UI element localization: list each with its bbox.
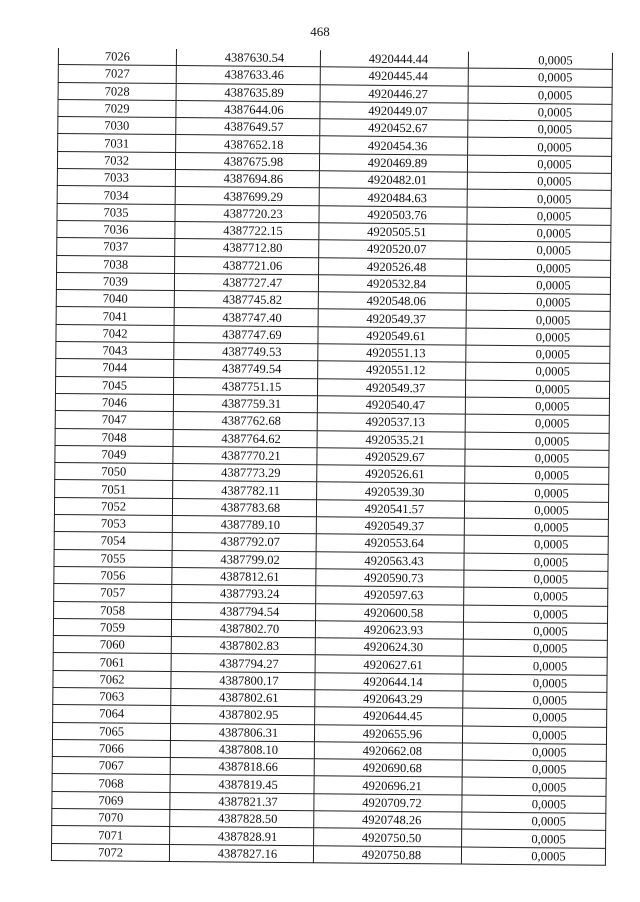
y-coordinate-cell: 4920551.13 bbox=[318, 344, 466, 363]
point-number-cell: 7041 bbox=[56, 307, 174, 325]
point-number-cell: 7068 bbox=[52, 774, 170, 792]
y-coordinate-cell: 4920696.21 bbox=[314, 776, 462, 795]
x-coordinate-cell: 4387635.89 bbox=[176, 83, 320, 102]
x-coordinate-cell: 4387694.86 bbox=[175, 170, 319, 189]
x-coordinate-cell: 4387802.83 bbox=[171, 637, 315, 656]
x-coordinate-cell: 4387759.31 bbox=[173, 394, 317, 413]
accuracy-cell: 0,0005 bbox=[467, 189, 611, 208]
x-coordinate-cell: 4387783.68 bbox=[172, 498, 316, 517]
x-coordinate-cell: 4387799.02 bbox=[172, 550, 316, 569]
accuracy-cell: 0,0005 bbox=[464, 535, 608, 554]
point-number-cell: 7055 bbox=[54, 549, 172, 567]
point-number-cell: 7045 bbox=[55, 376, 173, 394]
point-number-cell: 7056 bbox=[54, 566, 172, 584]
point-number-cell: 7066 bbox=[52, 739, 170, 757]
point-number-cell: 7067 bbox=[52, 757, 170, 775]
accuracy-cell: 0,0005 bbox=[466, 293, 610, 312]
accuracy-cell: 0,0005 bbox=[463, 622, 607, 641]
point-number-cell: 7037 bbox=[57, 238, 175, 256]
accuracy-cell: 0,0005 bbox=[468, 103, 612, 122]
y-coordinate-cell: 4920529.67 bbox=[317, 448, 465, 467]
point-number-cell: 7065 bbox=[52, 722, 170, 740]
x-coordinate-cell: 4387802.95 bbox=[171, 706, 315, 725]
x-coordinate-cell: 4387749.53 bbox=[174, 343, 318, 362]
accuracy-cell: 0,0005 bbox=[464, 570, 608, 589]
y-coordinate-cell: 4920540.47 bbox=[317, 396, 465, 415]
accuracy-cell: 0,0005 bbox=[465, 483, 609, 502]
y-coordinate-cell: 4920644.45 bbox=[315, 707, 463, 726]
x-coordinate-cell: 4387675.98 bbox=[175, 152, 319, 171]
accuracy-cell: 0,0005 bbox=[462, 812, 606, 831]
point-number-cell: 7071 bbox=[52, 826, 170, 844]
point-number-cell: 7027 bbox=[58, 65, 176, 83]
point-number-cell: 7026 bbox=[58, 48, 176, 66]
point-number-cell: 7051 bbox=[55, 480, 173, 498]
point-number-cell: 7028 bbox=[58, 82, 176, 100]
point-number-cell: 7048 bbox=[55, 428, 173, 446]
x-coordinate-cell: 4387789.10 bbox=[172, 516, 316, 535]
accuracy-cell: 0,0005 bbox=[464, 605, 608, 624]
point-number-cell: 7069 bbox=[52, 791, 170, 809]
point-number-cell: 7046 bbox=[55, 393, 173, 411]
page-number: 468 bbox=[310, 24, 330, 39]
x-coordinate-cell: 4387770.21 bbox=[173, 446, 317, 465]
x-coordinate-cell: 4387727.47 bbox=[174, 273, 318, 292]
x-coordinate-cell: 4387720.23 bbox=[175, 204, 319, 223]
x-coordinate-cell: 4387747.69 bbox=[174, 325, 318, 344]
y-coordinate-cell: 4920549.61 bbox=[318, 327, 466, 346]
point-number-cell: 7047 bbox=[55, 411, 173, 429]
point-number-cell: 7034 bbox=[57, 186, 175, 204]
accuracy-cell: 0,0005 bbox=[463, 656, 607, 675]
y-coordinate-cell: 4920505.51 bbox=[319, 223, 467, 242]
point-number-cell: 7061 bbox=[53, 653, 171, 671]
y-coordinate-cell: 4920590.73 bbox=[316, 569, 464, 588]
point-number-cell: 7029 bbox=[58, 99, 176, 117]
y-coordinate-cell: 4920548.06 bbox=[318, 292, 466, 311]
accuracy-cell: 0,0005 bbox=[463, 691, 607, 710]
accuracy-cell: 0,0005 bbox=[467, 172, 611, 191]
accuracy-cell: 0,0005 bbox=[465, 380, 609, 399]
x-coordinate-cell: 4387762.68 bbox=[173, 412, 317, 431]
point-number-cell: 7032 bbox=[57, 151, 175, 169]
point-number-cell: 7043 bbox=[56, 342, 174, 360]
y-coordinate-cell: 4920532.84 bbox=[318, 275, 466, 294]
y-coordinate-cell: 4920662.08 bbox=[314, 742, 462, 761]
x-coordinate-cell: 4387818.66 bbox=[170, 758, 314, 777]
accuracy-cell: 0,0005 bbox=[465, 414, 609, 433]
y-coordinate-cell: 4920449.07 bbox=[320, 102, 468, 121]
point-number-cell: 7036 bbox=[57, 220, 175, 238]
point-number-cell: 7038 bbox=[57, 255, 175, 273]
x-coordinate-cell: 4387794.27 bbox=[171, 654, 315, 673]
x-coordinate-cell: 4387699.29 bbox=[175, 187, 319, 206]
accuracy-cell: 0,0005 bbox=[468, 86, 612, 105]
x-coordinate-cell: 4387751.15 bbox=[173, 377, 317, 396]
accuracy-cell: 0,0005 bbox=[466, 362, 610, 381]
accuracy-cell: 0,0005 bbox=[464, 587, 608, 606]
y-coordinate-cell: 4920444.44 bbox=[320, 50, 468, 68]
y-coordinate-cell: 4920624.30 bbox=[315, 638, 463, 657]
y-coordinate-cell: 4920623.93 bbox=[315, 621, 463, 640]
x-coordinate-cell: 4387793.24 bbox=[172, 585, 316, 604]
y-coordinate-cell: 4920526.48 bbox=[319, 257, 467, 276]
accuracy-cell: 0,0005 bbox=[464, 501, 608, 520]
accuracy-cell: 0,0005 bbox=[462, 726, 606, 745]
accuracy-cell: 0,0005 bbox=[463, 639, 607, 658]
x-coordinate-cell: 4387808.10 bbox=[170, 740, 314, 759]
y-coordinate-cell: 4920627.61 bbox=[315, 655, 463, 674]
point-number-cell: 7059 bbox=[53, 618, 171, 636]
point-number-cell: 7031 bbox=[58, 134, 176, 152]
table-row bbox=[51, 843, 605, 865]
x-coordinate-cell: 4387802.70 bbox=[171, 619, 315, 638]
y-coordinate-cell: 4920541.57 bbox=[316, 499, 464, 518]
accuracy-cell: 0,0005 bbox=[465, 449, 609, 468]
point-number-cell: 7070 bbox=[52, 809, 170, 827]
x-coordinate-cell: 4387827.16 bbox=[169, 844, 313, 863]
x-coordinate-cell: 4387649.57 bbox=[176, 118, 320, 137]
x-coordinate-cell: 4387819.45 bbox=[170, 775, 314, 794]
y-coordinate-cell: 4920537.13 bbox=[317, 413, 465, 432]
accuracy-cell: 0,0005 bbox=[468, 68, 612, 87]
y-coordinate-cell: 4920484.63 bbox=[319, 188, 467, 207]
accuracy-cell: 0,0005 bbox=[462, 778, 606, 797]
accuracy-cell: 0,0005 bbox=[465, 397, 609, 416]
accuracy-cell: 0,0005 bbox=[462, 743, 606, 762]
point-number-cell: 7050 bbox=[55, 463, 173, 481]
accuracy-cell: 0,0005 bbox=[466, 276, 610, 295]
x-coordinate-cell: 4387745.82 bbox=[174, 291, 318, 310]
point-number-cell: 7063 bbox=[53, 687, 171, 705]
accuracy-cell: 0,0005 bbox=[468, 138, 612, 157]
y-coordinate-cell: 4920643.29 bbox=[315, 690, 463, 709]
accuracy-cell: 0,0005 bbox=[467, 259, 611, 278]
accuracy-cell: 0,0005 bbox=[468, 52, 612, 70]
y-coordinate-cell: 4920539.30 bbox=[317, 482, 465, 501]
x-coordinate-cell: 4387782.11 bbox=[173, 481, 317, 500]
y-coordinate-cell: 4920446.27 bbox=[320, 84, 468, 103]
y-coordinate-cell: 4920750.50 bbox=[314, 828, 462, 847]
point-number-cell: 7033 bbox=[57, 169, 175, 187]
y-coordinate-cell: 4920482.01 bbox=[319, 171, 467, 190]
accuracy-cell: 0,0005 bbox=[462, 760, 606, 779]
y-coordinate-cell: 4920600.58 bbox=[316, 603, 464, 622]
point-number-cell: 7040 bbox=[56, 290, 174, 308]
x-coordinate-cell: 4387747.40 bbox=[174, 308, 318, 327]
coordinates-table-container bbox=[51, 48, 612, 866]
x-coordinate-cell: 4387633.46 bbox=[176, 66, 320, 85]
x-coordinate-cell: 4387828.91 bbox=[170, 827, 314, 846]
point-number-cell: 7064 bbox=[53, 705, 171, 723]
accuracy-cell: 0,0005 bbox=[467, 241, 611, 260]
point-number-cell: 7030 bbox=[58, 117, 176, 135]
accuracy-cell: 0,0005 bbox=[463, 708, 607, 727]
y-coordinate-cell: 4920551.12 bbox=[318, 361, 466, 380]
accuracy-cell: 0,0005 bbox=[463, 674, 607, 693]
y-coordinate-cell: 4920452.67 bbox=[320, 119, 468, 138]
y-coordinate-cell: 4920549.37 bbox=[318, 309, 466, 328]
x-coordinate-cell: 4387722.15 bbox=[175, 221, 319, 240]
x-coordinate-cell: 4387828.50 bbox=[170, 810, 314, 829]
x-coordinate-cell: 4387794.54 bbox=[172, 602, 316, 621]
y-coordinate-cell: 4920644.14 bbox=[315, 672, 463, 691]
y-coordinate-cell: 4920549.37 bbox=[317, 378, 465, 397]
accuracy-cell: 0,0005 bbox=[466, 345, 610, 364]
y-coordinate-cell: 4920535.21 bbox=[317, 430, 465, 449]
x-coordinate-cell: 4387764.62 bbox=[173, 429, 317, 448]
accuracy-cell: 0,0005 bbox=[462, 829, 606, 848]
y-coordinate-cell: 4920445.44 bbox=[320, 67, 468, 86]
y-coordinate-cell: 4920526.61 bbox=[317, 465, 465, 484]
point-number-cell: 7054 bbox=[54, 532, 172, 550]
x-coordinate-cell: 4387652.18 bbox=[176, 135, 320, 154]
x-coordinate-cell: 4387806.31 bbox=[170, 723, 314, 742]
accuracy-cell: 0,0005 bbox=[462, 795, 606, 814]
accuracy-cell: 0,0005 bbox=[465, 466, 609, 485]
y-coordinate-cell: 4920503.76 bbox=[319, 205, 467, 224]
point-number-cell: 7062 bbox=[53, 670, 171, 688]
x-coordinate-cell: 4387630.54 bbox=[176, 49, 320, 67]
coordinates-table-body bbox=[51, 48, 612, 865]
accuracy-cell: 0,0005 bbox=[467, 207, 611, 226]
point-number-cell: 7053 bbox=[54, 515, 172, 533]
accuracy-cell: 0,0005 bbox=[464, 518, 608, 537]
x-coordinate-cell: 4387712.80 bbox=[175, 239, 319, 258]
coordinates-table bbox=[51, 48, 613, 866]
accuracy-cell: 0,0005 bbox=[461, 847, 605, 866]
x-coordinate-cell: 4387802.61 bbox=[171, 688, 315, 707]
accuracy-cell: 0,0005 bbox=[467, 155, 611, 174]
accuracy-cell: 0,0005 bbox=[467, 224, 611, 243]
x-coordinate-cell: 4387821.37 bbox=[170, 792, 314, 811]
y-coordinate-cell: 4920553.64 bbox=[316, 534, 464, 553]
point-number-cell: 7035 bbox=[57, 203, 175, 221]
y-coordinate-cell: 4920454.36 bbox=[320, 136, 468, 155]
x-coordinate-cell: 4387792.07 bbox=[172, 533, 316, 552]
point-number-cell: 7052 bbox=[54, 497, 172, 515]
y-coordinate-cell: 4920748.26 bbox=[314, 811, 462, 830]
x-coordinate-cell: 4387721.06 bbox=[175, 256, 319, 275]
point-number-cell: 7072 bbox=[51, 843, 169, 861]
accuracy-cell: 0,0005 bbox=[465, 432, 609, 451]
x-coordinate-cell: 4387773.29 bbox=[173, 464, 317, 483]
y-coordinate-cell: 4920469.89 bbox=[319, 154, 467, 173]
y-coordinate-cell: 4920520.07 bbox=[319, 240, 467, 259]
y-coordinate-cell: 4920597.63 bbox=[316, 586, 464, 605]
y-coordinate-cell: 4920655.96 bbox=[314, 724, 462, 743]
y-coordinate-cell: 4920563.43 bbox=[316, 551, 464, 570]
point-number-cell: 7060 bbox=[53, 636, 171, 654]
point-number-cell: 7042 bbox=[56, 324, 174, 342]
x-coordinate-cell: 4387749.54 bbox=[174, 360, 318, 379]
y-coordinate-cell: 4920750.88 bbox=[313, 845, 461, 864]
point-number-cell: 7039 bbox=[56, 272, 174, 290]
accuracy-cell: 0,0005 bbox=[466, 328, 610, 347]
point-number-cell: 7044 bbox=[56, 359, 174, 377]
y-coordinate-cell: 4920690.68 bbox=[314, 759, 462, 778]
y-coordinate-cell: 4920549.37 bbox=[316, 517, 464, 536]
x-coordinate-cell: 4387800.17 bbox=[171, 671, 315, 690]
y-coordinate-cell: 4920709.72 bbox=[314, 794, 462, 813]
x-coordinate-cell: 4387812.61 bbox=[172, 567, 316, 586]
accuracy-cell: 0,0005 bbox=[468, 120, 612, 139]
accuracy-cell: 0,0005 bbox=[464, 553, 608, 572]
point-number-cell: 7058 bbox=[54, 601, 172, 619]
accuracy-cell: 0,0005 bbox=[466, 311, 610, 330]
point-number-cell: 7049 bbox=[55, 445, 173, 463]
point-number-cell: 7057 bbox=[54, 584, 172, 602]
x-coordinate-cell: 4387644.06 bbox=[176, 100, 320, 119]
